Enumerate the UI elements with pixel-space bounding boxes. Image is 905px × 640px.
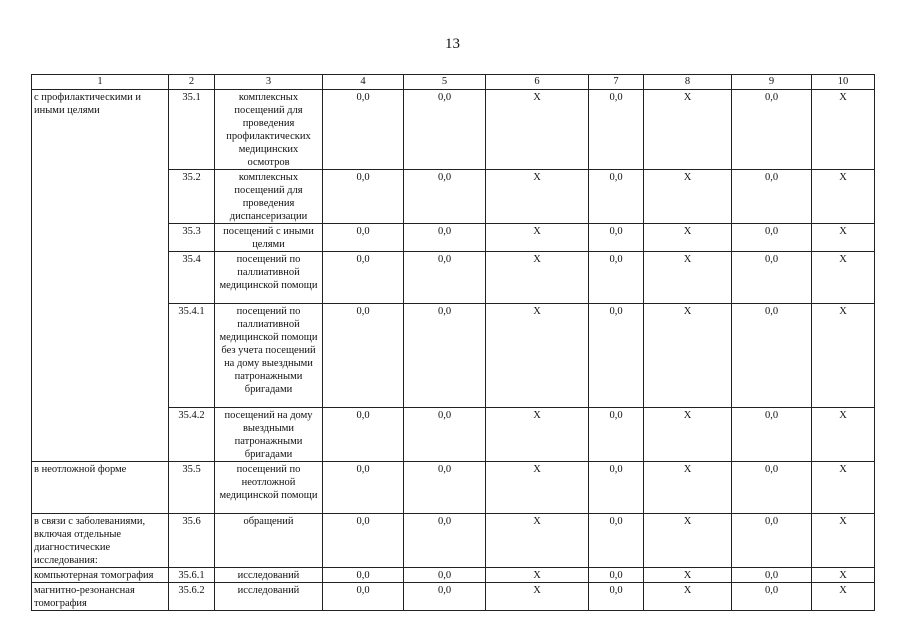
row-code: 35.6.2 <box>169 583 215 611</box>
row-code: 35.2 <box>169 170 215 224</box>
cell-10: Х <box>812 583 875 611</box>
cell-6: Х <box>486 408 589 462</box>
data-table <box>31 74 875 611</box>
cell-5: 0,0 <box>404 252 486 304</box>
column-header-4: 4 <box>323 75 404 90</box>
cell-10: Х <box>812 90 875 170</box>
cell-9: 0,0 <box>732 304 812 408</box>
row-unit: комплексных посещений для проведения диспансеризации <box>215 170 323 224</box>
cell-5: 0,0 <box>404 90 486 170</box>
cell-6: Х <box>486 224 589 252</box>
cell-10: Х <box>812 170 875 224</box>
row-unit: посещений с иными целями <box>215 224 323 252</box>
cell-6: Х <box>486 304 589 408</box>
row-code: 35.4.2 <box>169 408 215 462</box>
row-code: 35.6.1 <box>169 568 215 583</box>
cell-10: Х <box>812 224 875 252</box>
row-code: 35.1 <box>169 90 215 170</box>
column-header-3: 3 <box>215 75 323 90</box>
cell-5: 0,0 <box>404 462 486 514</box>
cell-6: Х <box>486 170 589 224</box>
cell-8: Х <box>644 90 732 170</box>
row-unit: посещений по паллиативной медицинской помощи <box>215 252 323 304</box>
cell-4: 0,0 <box>323 224 404 252</box>
cell-9: 0,0 <box>732 583 812 611</box>
cell-6: Х <box>486 568 589 583</box>
row-unit: обращений <box>215 514 323 568</box>
row-unit: исследований <box>215 568 323 583</box>
cell-10: Х <box>812 304 875 408</box>
row-code: 35.5 <box>169 462 215 514</box>
group-label-urgent: в неотложной форме <box>32 462 169 514</box>
cell-10: Х <box>812 514 875 568</box>
row-unit: посещений по паллиативной медицинской помощи без учета посещений на дому выездными патронажными бригадами <box>215 304 323 408</box>
cell-5: 0,0 <box>404 514 486 568</box>
column-header-5: 5 <box>404 75 486 90</box>
cell-8: Х <box>644 568 732 583</box>
table-row <box>32 90 875 170</box>
group-label-preventive: с профилактическими и иными целями <box>32 90 169 462</box>
cell-4: 0,0 <box>323 252 404 304</box>
cell-9: 0,0 <box>732 252 812 304</box>
cell-9: 0,0 <box>732 568 812 583</box>
cell-9: 0,0 <box>732 224 812 252</box>
cell-8: Х <box>644 252 732 304</box>
cell-7: 0,0 <box>589 170 644 224</box>
table-row <box>32 583 875 611</box>
cell-7: 0,0 <box>589 304 644 408</box>
cell-5: 0,0 <box>404 170 486 224</box>
cell-4: 0,0 <box>323 583 404 611</box>
cell-9: 0,0 <box>732 408 812 462</box>
row-unit: исследований <box>215 583 323 611</box>
cell-6: Х <box>486 252 589 304</box>
column-header-2: 2 <box>169 75 215 90</box>
row-code: 35.6 <box>169 514 215 568</box>
cell-5: 0,0 <box>404 568 486 583</box>
cell-6: Х <box>486 514 589 568</box>
row-unit: комплексных посещений для проведения профилактических медицинских осмотров <box>215 90 323 170</box>
cell-9: 0,0 <box>732 514 812 568</box>
cell-8: Х <box>644 514 732 568</box>
table-row <box>32 514 875 568</box>
cell-8: Х <box>644 408 732 462</box>
cell-7: 0,0 <box>589 224 644 252</box>
cell-7: 0,0 <box>589 462 644 514</box>
cell-7: 0,0 <box>589 252 644 304</box>
column-header-6: 6 <box>486 75 589 90</box>
row-code: 35.4 <box>169 252 215 304</box>
column-header-7: 7 <box>589 75 644 90</box>
cell-4: 0,0 <box>323 514 404 568</box>
cell-6: Х <box>486 462 589 514</box>
cell-10: Х <box>812 252 875 304</box>
cell-7: 0,0 <box>589 514 644 568</box>
cell-4: 0,0 <box>323 568 404 583</box>
cell-5: 0,0 <box>404 583 486 611</box>
row-code: 35.4.1 <box>169 304 215 408</box>
table-row <box>32 568 875 583</box>
cell-10: Х <box>812 568 875 583</box>
cell-4: 0,0 <box>323 170 404 224</box>
cell-7: 0,0 <box>589 568 644 583</box>
column-header-10: 10 <box>812 75 875 90</box>
row-unit: посещений на дому выездными патронажными бригадами <box>215 408 323 462</box>
table-row <box>32 462 875 514</box>
cell-6: Х <box>486 583 589 611</box>
cell-9: 0,0 <box>732 170 812 224</box>
cell-4: 0,0 <box>323 304 404 408</box>
cell-8: Х <box>644 583 732 611</box>
group-label-diseases: в связи с заболеваниями, включая отдельные диагностические исследования: <box>32 514 169 568</box>
column-header-8: 8 <box>644 75 732 90</box>
cell-9: 0,0 <box>732 462 812 514</box>
cell-4: 0,0 <box>323 408 404 462</box>
cell-4: 0,0 <box>323 90 404 170</box>
cell-7: 0,0 <box>589 583 644 611</box>
cell-8: Х <box>644 170 732 224</box>
cell-10: Х <box>812 462 875 514</box>
cell-5: 0,0 <box>404 408 486 462</box>
cell-8: Х <box>644 304 732 408</box>
cell-4: 0,0 <box>323 462 404 514</box>
row-code: 35.3 <box>169 224 215 252</box>
cell-5: 0,0 <box>404 224 486 252</box>
row-unit: посещений по неотложной медицинской помощи <box>215 462 323 514</box>
page-number: 13 <box>445 36 460 52</box>
cell-5: 0,0 <box>404 304 486 408</box>
group-label-mri: магнитно-резонансная томография <box>32 583 169 611</box>
column-header-1: 1 <box>32 75 169 90</box>
cell-10: Х <box>812 408 875 462</box>
group-label-ct: компьютерная томография <box>32 568 169 583</box>
column-header-9: 9 <box>732 75 812 90</box>
cell-6: Х <box>486 90 589 170</box>
column-number-row <box>32 75 875 90</box>
cell-7: 0,0 <box>589 90 644 170</box>
cell-8: Х <box>644 462 732 514</box>
cell-7: 0,0 <box>589 408 644 462</box>
cell-8: Х <box>644 224 732 252</box>
cell-9: 0,0 <box>732 90 812 170</box>
